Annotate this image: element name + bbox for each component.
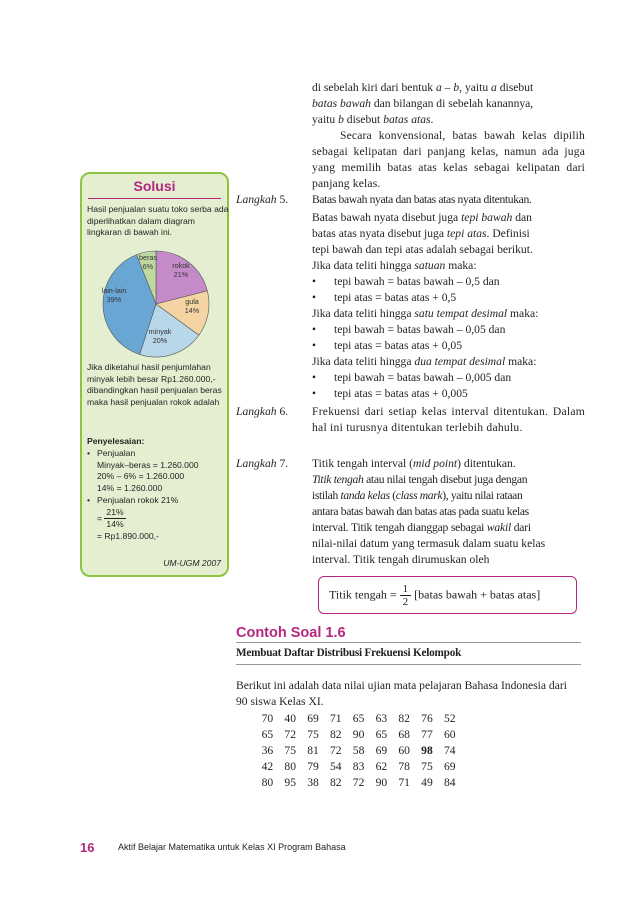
top-para-line <box>312 80 585 96</box>
table-cell: 72 <box>352 775 365 789</box>
step-5-line <box>312 210 585 226</box>
bullet: • <box>312 371 317 384</box>
top-para-line <box>312 112 585 128</box>
step-5-line <box>312 306 585 322</box>
table-cell: 82 <box>398 711 410 725</box>
table-cell: 69 <box>307 711 319 725</box>
work-result: = Rp1.890.000,- <box>97 530 159 541</box>
solusi-source: UM-UGM 2007 <box>163 558 221 568</box>
penyelesaian-label: Penyelesaian: <box>87 436 145 446</box>
text-run: a <box>491 81 497 94</box>
table-cell: 74 <box>443 743 456 757</box>
text-run: wakil <box>486 521 512 534</box>
text-run: tanda kelas <box>340 489 390 502</box>
text-run: , yaitu <box>459 81 492 94</box>
text-run: Langkah <box>236 405 277 418</box>
fraction-denominator: 2 <box>402 596 409 608</box>
text-run: a – b <box>435 81 460 94</box>
table-cell: 69 <box>443 759 456 773</box>
pie-label-beras: beras <box>139 253 157 262</box>
table-cell: 75 <box>421 759 433 773</box>
text-run: batas atas <box>383 113 431 126</box>
formula-fraction <box>400 583 412 608</box>
solusi-divider <box>88 198 221 199</box>
bullet-line <box>312 386 468 402</box>
step-5-line: tepi bawah dan tepi atas adalah sebagai berikut. <box>312 243 533 256</box>
step-7-line <box>312 520 585 536</box>
text-run: maka: <box>505 355 537 368</box>
text-run: . <box>430 113 434 126</box>
step-5-line <box>312 354 585 370</box>
text-run: maka: <box>445 259 477 272</box>
midpoint-formula <box>329 583 540 608</box>
bullet-line <box>312 274 500 290</box>
table-cell: 49 <box>421 775 433 789</box>
text-run: Jika data teliti hingga <box>312 259 415 272</box>
text-run: Titik tengah interval ( <box>312 457 414 470</box>
text-run: dua tempat desimal <box>414 355 506 368</box>
text-run: Batas bawah nyata disebut juga <box>312 211 462 224</box>
work-eq: = <box>97 512 103 523</box>
table-cell: 68 <box>398 727 410 741</box>
table-cell: 80 <box>261 775 274 789</box>
table-cell: 58 <box>352 743 365 757</box>
table-cell: 65 <box>375 727 388 741</box>
pie-label-minyak: minyak <box>148 327 172 336</box>
bullet-line <box>312 338 462 354</box>
page-number: 16 <box>80 840 95 855</box>
bullet: • <box>312 291 317 304</box>
step-7-line: interval. Titik tengah dirumuskan oleh <box>312 553 490 566</box>
text-run: tepi bawah = batas bawah – 0,5 dan <box>334 275 500 288</box>
text-run: interval. Titik tengah dianggap sebagai <box>312 521 487 534</box>
text-run: tepi atas = batas atas + 0,5 <box>334 291 457 304</box>
table-cell: 80 <box>284 759 296 773</box>
divider <box>236 642 581 643</box>
table-cell: 42 <box>261 759 274 773</box>
solusi-question: Jika diketahui hasil penjumlahan minyak lebih besar Rp1.260.000,- dibandingkan hasil penjualan beras maka hasil penjualan rokok adalah <box>87 362 222 408</box>
text-run: dan bilangan di sebelah kanannya, <box>370 97 534 110</box>
step-7-line: nilai-nilai datum yang termasuk dalam suatu kelas <box>312 537 546 550</box>
fraction-numerator: 21% <box>104 507 125 520</box>
bullet: • <box>312 339 317 352</box>
table-cell: 78 <box>398 759 410 773</box>
top-para-2: Secara konvensional, batas bawah kelas dipilih sebagai kelipatan dari panjang kelas, namun ada juga yang memilih batas atas kelas sebagai kelipatan dari panjang kelas. <box>312 129 585 190</box>
table-cell: 90 <box>352 727 365 741</box>
table-cell: 62 <box>375 759 388 773</box>
text-run: tepi bawah = batas bawah – 0,05 dan <box>334 323 506 336</box>
bullet: • <box>312 275 317 288</box>
table-cell: 75 <box>307 727 319 741</box>
bullet-line <box>312 322 505 338</box>
text-run: ( <box>389 489 396 502</box>
text-run: Langkah <box>236 193 277 206</box>
table-row <box>256 774 461 790</box>
table-cell: 60 <box>398 743 410 757</box>
divider <box>236 664 581 665</box>
table-row <box>256 726 461 742</box>
pie-chart <box>88 248 228 360</box>
bullet: • <box>312 323 317 336</box>
work-line: 14% = 1.260.000 <box>97 483 163 494</box>
table-cell: 63 <box>375 711 388 725</box>
step-5-line <box>312 226 585 242</box>
solusi-box <box>80 172 229 577</box>
text-run: ), yaitu nilai rataan <box>442 489 523 502</box>
table-cell: 81 <box>307 743 319 757</box>
work-bullet-1: • Penjualan <box>87 448 229 460</box>
text-run: class mark <box>395 489 443 502</box>
work-fraction <box>104 507 125 531</box>
step-7-line: antara batas bawah dan batas atas pada suatu kelas <box>312 505 529 518</box>
text-run: maka: <box>507 307 539 320</box>
example-subtitle: Membuat Daftar Distribusi Frekuensi Kelompok <box>236 647 462 659</box>
solusi-title: Solusi <box>133 178 176 194</box>
text-run: disebut <box>496 81 534 94</box>
table-cell: 98 <box>421 743 433 757</box>
table-cell: 84 <box>443 775 456 789</box>
text-run: Jika data teliti hingga <box>312 355 415 368</box>
work-line: 20% – 6% = 1.260.000 <box>97 471 185 482</box>
text-run: disebut <box>343 113 384 126</box>
text-run: batas bawah <box>312 97 371 110</box>
pie-label-rokok: rokok <box>172 261 190 270</box>
table-cell: 70 <box>261 711 274 725</box>
bullet: • <box>312 387 317 400</box>
table-cell: 38 <box>307 775 319 789</box>
text-run: 7. <box>276 457 289 470</box>
formula-box <box>318 576 577 614</box>
pie-value-beras: 6% <box>142 262 154 271</box>
table-cell: 54 <box>329 759 342 773</box>
table-cell: 40 <box>284 711 296 725</box>
pie-value-gula: 14% <box>184 306 200 315</box>
table-cell: 69 <box>375 743 388 757</box>
formula-right: [batas bawah + batas atas] <box>414 587 541 602</box>
text-run: ) ditentukan. <box>457 457 516 470</box>
text-run: 6. <box>276 405 289 418</box>
pie-value-rokok: 21% <box>173 270 189 279</box>
top-para-line <box>312 96 585 112</box>
table-cell: 95 <box>284 775 296 789</box>
text-run: Jika data teliti hingga <box>312 307 415 320</box>
table-cell: 90 <box>375 775 388 789</box>
step-5-line <box>312 258 585 274</box>
text-run: batas atas nyata disebut juga <box>312 227 447 240</box>
text-run: di sebelah kiri dari bentuk <box>312 81 436 94</box>
text-run: tepi bawah <box>461 211 513 224</box>
text-run: tepi bawah = batas bawah – 0,005 dan <box>334 371 512 384</box>
table-cell: 75 <box>284 743 296 757</box>
text-run: yaitu <box>312 113 339 126</box>
table-cell: 71 <box>398 775 410 789</box>
text-run: tepi atas = batas atas + 0,05 <box>334 339 463 352</box>
text-run: mid point <box>413 457 458 470</box>
text-run: tepi atas <box>446 227 487 240</box>
table-cell: 82 <box>329 775 342 789</box>
step-7-line <box>312 472 585 488</box>
text-run: . Definisi <box>486 227 530 240</box>
text-run: tepi atas = batas atas + 0,005 <box>334 387 468 400</box>
book-title: Aktif Belajar Matematika untuk Kelas XI Program Bahasa <box>118 842 346 852</box>
work-line: Minyak–beras = 1.260.000 <box>97 459 199 470</box>
text-run: istilah <box>312 489 341 502</box>
pie-label-lain-lain: lain-lain <box>101 286 127 295</box>
step-7-label <box>236 456 288 472</box>
table-row <box>256 758 461 774</box>
score-data-body <box>256 710 461 790</box>
bullet-line <box>312 290 456 306</box>
step-5-label <box>236 192 288 208</box>
fraction-numerator: 1 <box>400 583 412 596</box>
bullet-line <box>312 370 511 386</box>
text-run: atau nilai tengah disebut juga dengan <box>363 473 528 486</box>
pie-value-lain-lain: 39% <box>106 295 122 304</box>
text-run: 5. <box>276 193 289 206</box>
table-cell: 71 <box>329 711 342 725</box>
step-7-line <box>312 456 585 472</box>
pie-label-gula: gula <box>185 297 199 306</box>
table-cell: 79 <box>307 759 319 773</box>
table-cell: 52 <box>443 711 456 725</box>
text-run: satuan <box>414 259 446 272</box>
table-cell: 83 <box>352 759 365 773</box>
table-cell: 65 <box>261 727 274 741</box>
score-data-table <box>256 710 461 790</box>
table-cell: 60 <box>443 727 456 741</box>
text-run: dari <box>511 521 531 534</box>
pie-chart-svg <box>88 248 228 360</box>
work-fraction-line <box>87 507 229 531</box>
table-row <box>256 710 461 726</box>
step-6-text: Frekuensi dari setiap kelas interval ditentukan. Dalam hal ini turusnya ditentukan terlebih dahulu. <box>312 405 585 434</box>
table-cell: 76 <box>421 711 433 725</box>
table-cell: 72 <box>329 743 342 757</box>
table-cell: 77 <box>421 727 433 741</box>
text-run: b <box>338 113 344 126</box>
formula-left: Titik tengah = <box>329 587 397 602</box>
table-cell: 82 <box>329 727 342 741</box>
table-row <box>256 742 461 758</box>
solusi-work <box>87 448 229 543</box>
table-cell: 36 <box>261 743 274 757</box>
step-7-line <box>312 488 585 504</box>
step-5-line: Batas bawah nyata dan batas atas nyata ditentukan. <box>312 193 532 206</box>
step-6-label <box>236 404 288 420</box>
text-run: Langkah <box>236 457 277 470</box>
table-cell: 72 <box>284 727 296 741</box>
example-title: Contoh Soal 1.6 <box>236 625 346 641</box>
fraction-denominator: 14% <box>106 519 124 530</box>
text-run: satu tempat desimal <box>414 307 508 320</box>
table-cell: 65 <box>352 711 365 725</box>
solusi-intro: Hasil penjualan suatu toko serba ada diperlihatkan dalam diagram lingkaran di bawah ini. <box>87 204 229 238</box>
pie-value-minyak: 20% <box>152 336 168 345</box>
example-text: Berikut ini adalah data nilai ujian mata pelajaran Bahasa Indonesia dari 90 siswa Kelas XI. <box>236 679 567 708</box>
work-bullet-2: • Penjualan rokok 21% <box>87 495 229 507</box>
text-run: dan <box>512 211 532 224</box>
text-run: Titik tengah <box>312 473 364 486</box>
